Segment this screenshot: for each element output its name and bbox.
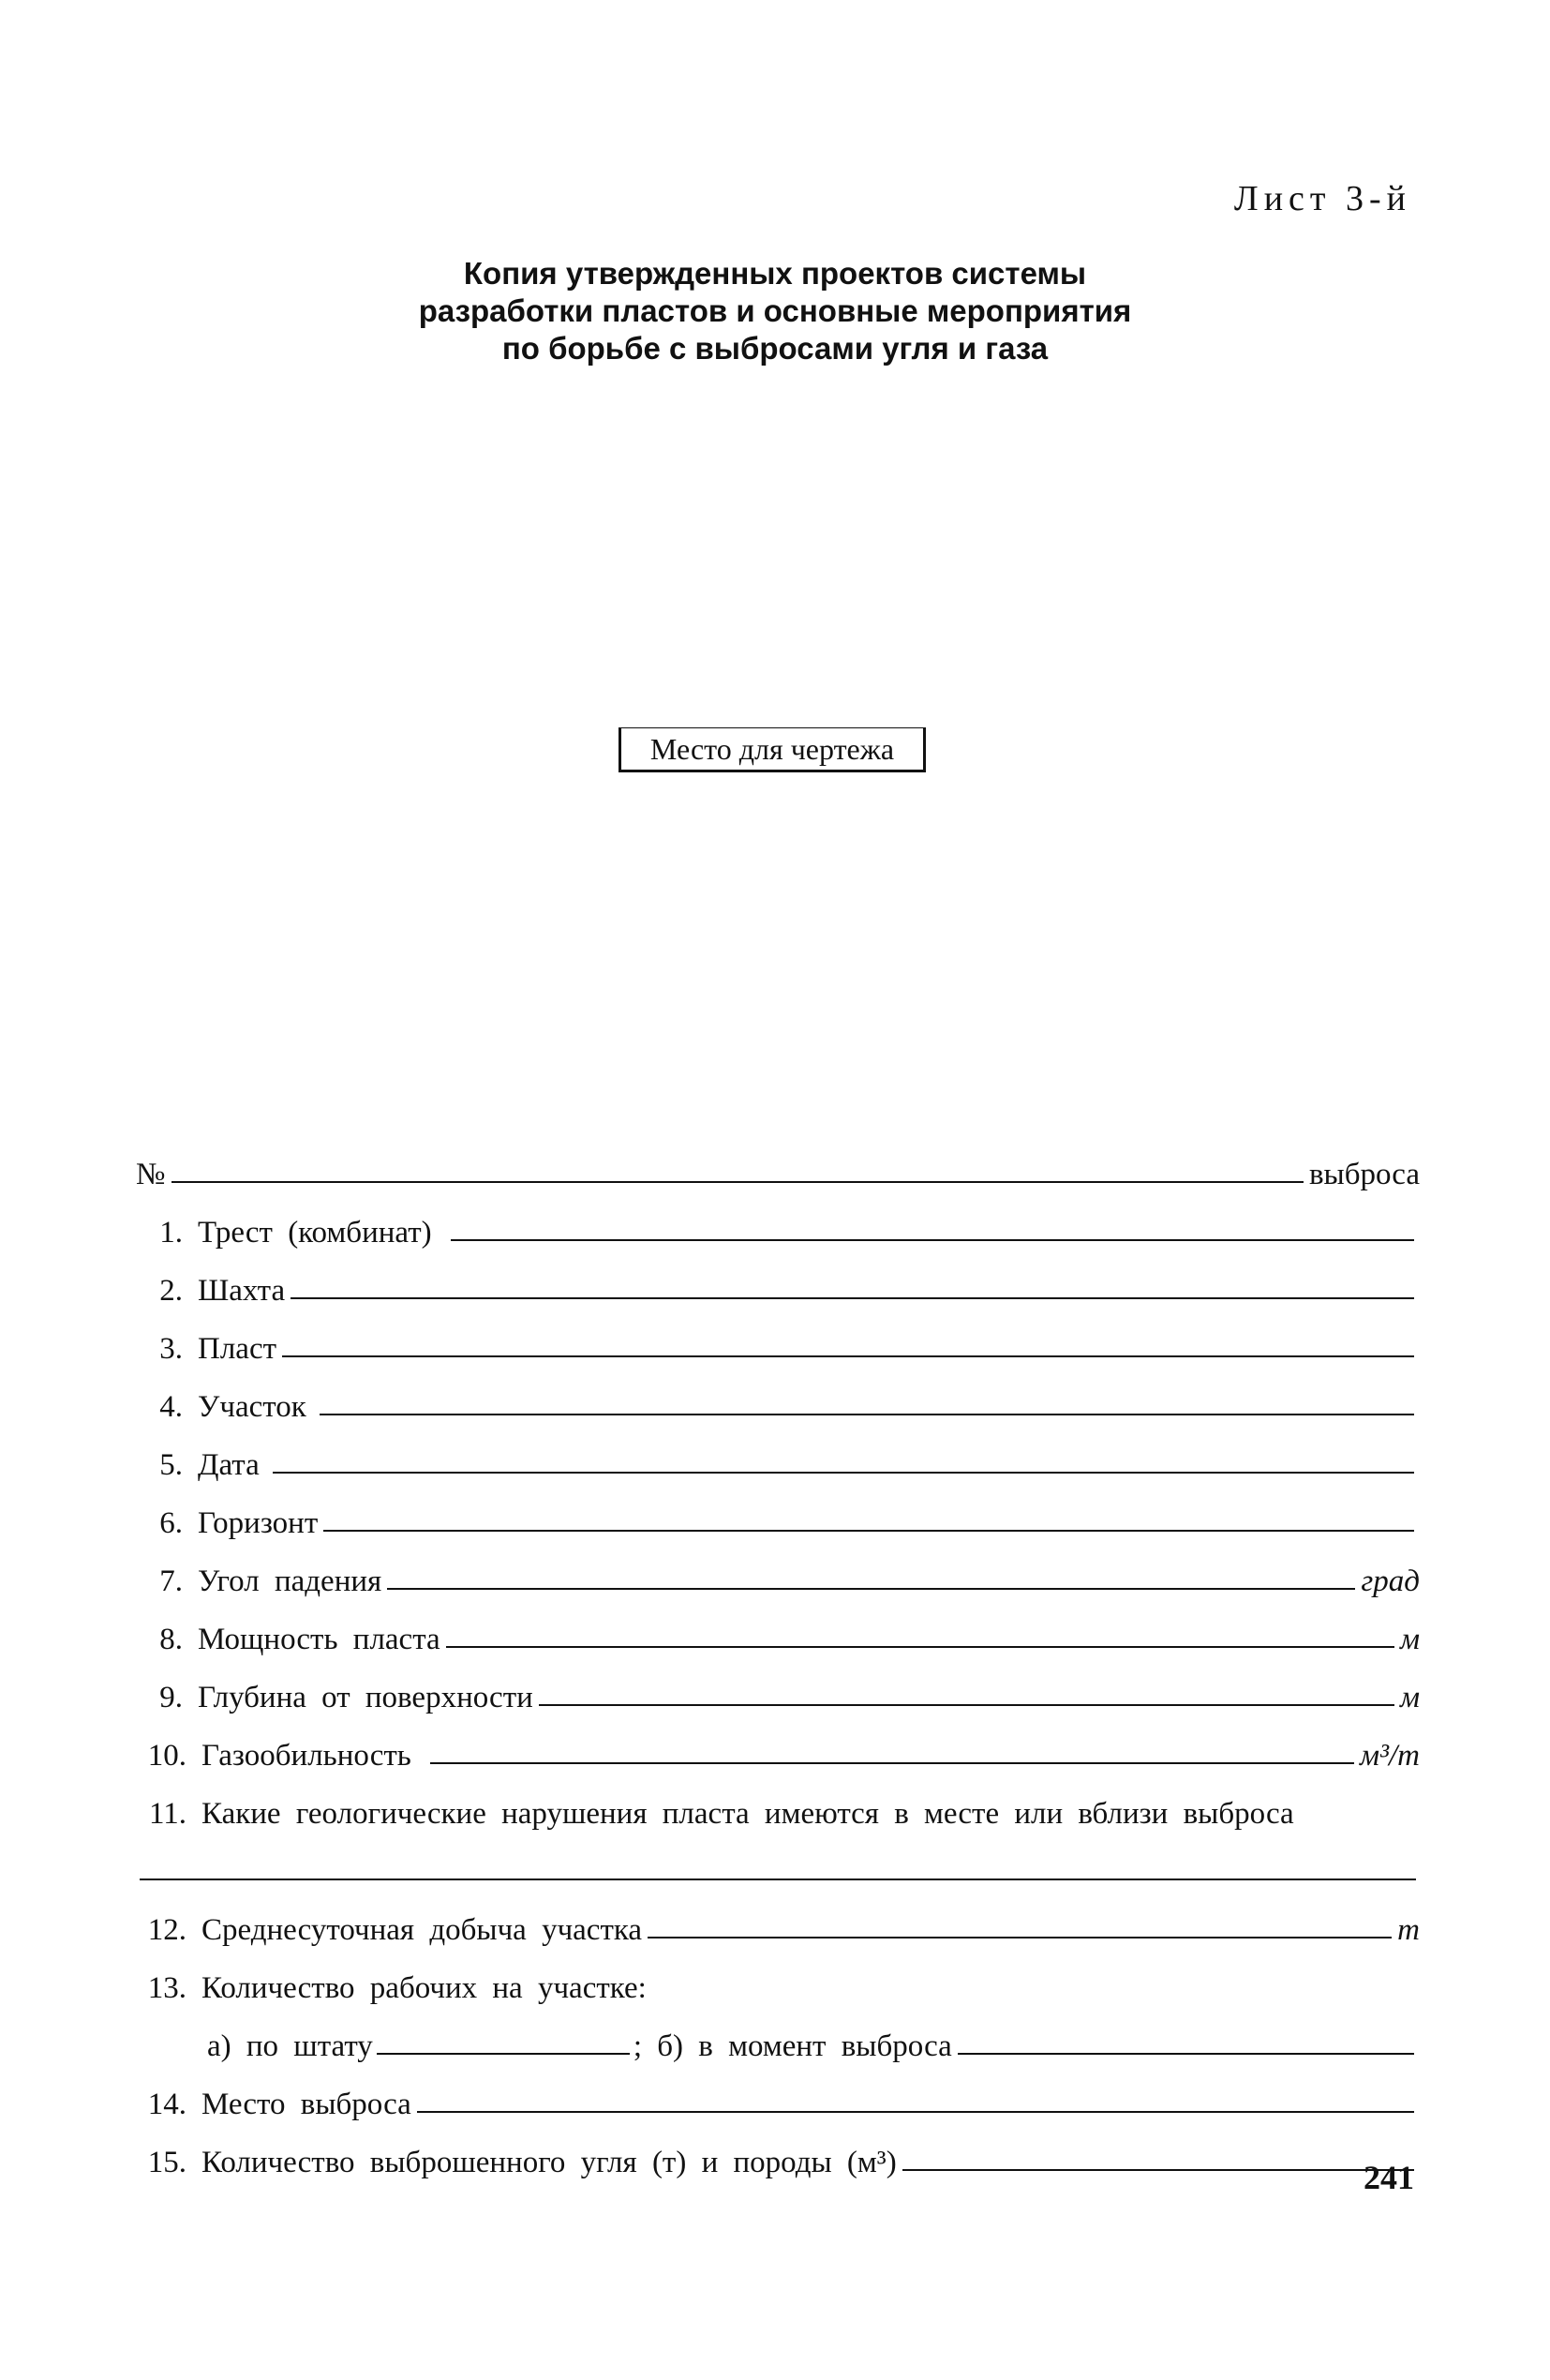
form-header-row [136, 1134, 1420, 1192]
incident-form [136, 1134, 1420, 2180]
item-label: Количество выброшенного угля (т) и породы (м³) [201, 2146, 897, 2179]
item-label: Мощность пласта [198, 1623, 440, 1656]
at-outburst-label: ; б) в момент выброса [633, 2029, 952, 2063]
form-row-11 [136, 1774, 1420, 1832]
form-row-12 [136, 1890, 1420, 1948]
unit-m3-per-t: м³/т [1360, 1739, 1420, 1773]
seam-field[interactable] [282, 1355, 1414, 1357]
workers-at-outburst-field[interactable] [958, 2053, 1414, 2055]
item-label: Газообильность [201, 1739, 411, 1773]
item-number: 13. [147, 1971, 186, 2005]
dip-angle-field[interactable] [387, 1588, 1355, 1590]
form-row-13 [136, 1948, 1420, 2006]
form-row-8 [136, 1599, 1420, 1657]
item-number: 3. [159, 1332, 183, 1366]
outburst-number-field[interactable] [171, 1181, 1304, 1183]
item-label: Горизонт [198, 1506, 319, 1540]
fill-line [140, 1879, 1416, 1880]
item-number: 12. [147, 1913, 186, 1947]
form-row-2 [136, 1250, 1420, 1309]
staff-count-field[interactable] [377, 2053, 630, 2055]
date-field[interactable] [273, 1472, 1414, 1474]
form-row-3 [136, 1309, 1420, 1367]
item-label: Количество рабочих на участке: [201, 1971, 647, 2005]
item-number: 14. [147, 2088, 186, 2121]
daily-output-field[interactable] [648, 1937, 1392, 1938]
horizon-field[interactable] [323, 1530, 1414, 1532]
item-label: Участок [198, 1390, 306, 1424]
form-row-9 [136, 1657, 1420, 1715]
form-row-15 [136, 2122, 1420, 2180]
item-number: 10. [147, 1739, 186, 1773]
unit-degrees: град [1361, 1564, 1420, 1598]
item-label: Глубина от поверхности [198, 1681, 533, 1714]
staff-label: а) по штату [207, 2029, 373, 2063]
gas-content-field[interactable] [430, 1762, 1354, 1764]
page-number: 241 [1364, 2159, 1414, 2196]
seam-thickness-field[interactable] [446, 1646, 1394, 1648]
form-row-10 [136, 1715, 1420, 1774]
item-label: Дата [198, 1448, 260, 1482]
title-line-2: разработки пластов и основные мероприятия [418, 293, 1132, 328]
form-row-13-sub [136, 2006, 1420, 2064]
sheet-label: Лист 3-й [1233, 179, 1411, 218]
number-sign: № [136, 1158, 166, 1191]
form-row-7 [136, 1541, 1420, 1599]
geological-disturbances-field[interactable] [136, 1832, 1420, 1890]
item-number: 4. [159, 1390, 183, 1424]
form-row-4 [136, 1367, 1420, 1425]
unit-meters: м [1399, 1681, 1420, 1714]
drawing-placeholder-box: Место для чертежа [619, 727, 926, 772]
item-label: Какие геологические нарушения пласта имеются в месте или вблизи выброса [201, 1797, 1294, 1831]
unit-meters: м [1399, 1623, 1420, 1656]
item-number: 5. [159, 1448, 183, 1482]
ejected-coal-rock-field[interactable] [902, 2169, 1414, 2171]
item-number: 9. [159, 1681, 183, 1714]
item-label: Пласт [198, 1332, 277, 1366]
outburst-suffix: выброса [1308, 1158, 1420, 1191]
item-label: Шахта [198, 1274, 286, 1308]
title-line-1: Копия утвержденных проектов системы [463, 256, 1087, 291]
item-number: 7. [159, 1564, 183, 1598]
unit-tons: т [1397, 1913, 1420, 1947]
item-label: Место выброса [201, 2088, 411, 2121]
item-number: 2. [159, 1274, 183, 1308]
item-label: Трест (комбинат) [198, 1216, 432, 1250]
item-number: 8. [159, 1623, 183, 1656]
item-number: 11. [148, 1797, 186, 1831]
form-row-14 [136, 2064, 1420, 2122]
item-label: Угол падения [198, 1564, 382, 1598]
item-label: Среднесуточная добыча участка [201, 1913, 643, 1947]
form-row-6 [136, 1483, 1420, 1541]
title-line-3: по борьбе с выбросами угля и газа [501, 331, 1049, 366]
item-number: 1. [159, 1216, 183, 1250]
depth-field[interactable] [539, 1704, 1394, 1706]
trust-field[interactable] [451, 1239, 1414, 1241]
form-row-1 [136, 1192, 1420, 1250]
mine-field[interactable] [291, 1297, 1414, 1299]
section-field[interactable] [320, 1414, 1414, 1415]
form-row-5 [136, 1425, 1420, 1483]
document-title [0, 255, 1550, 367]
item-number: 6. [159, 1506, 183, 1540]
outburst-location-field[interactable] [417, 2111, 1414, 2113]
item-number: 15. [147, 2146, 186, 2179]
